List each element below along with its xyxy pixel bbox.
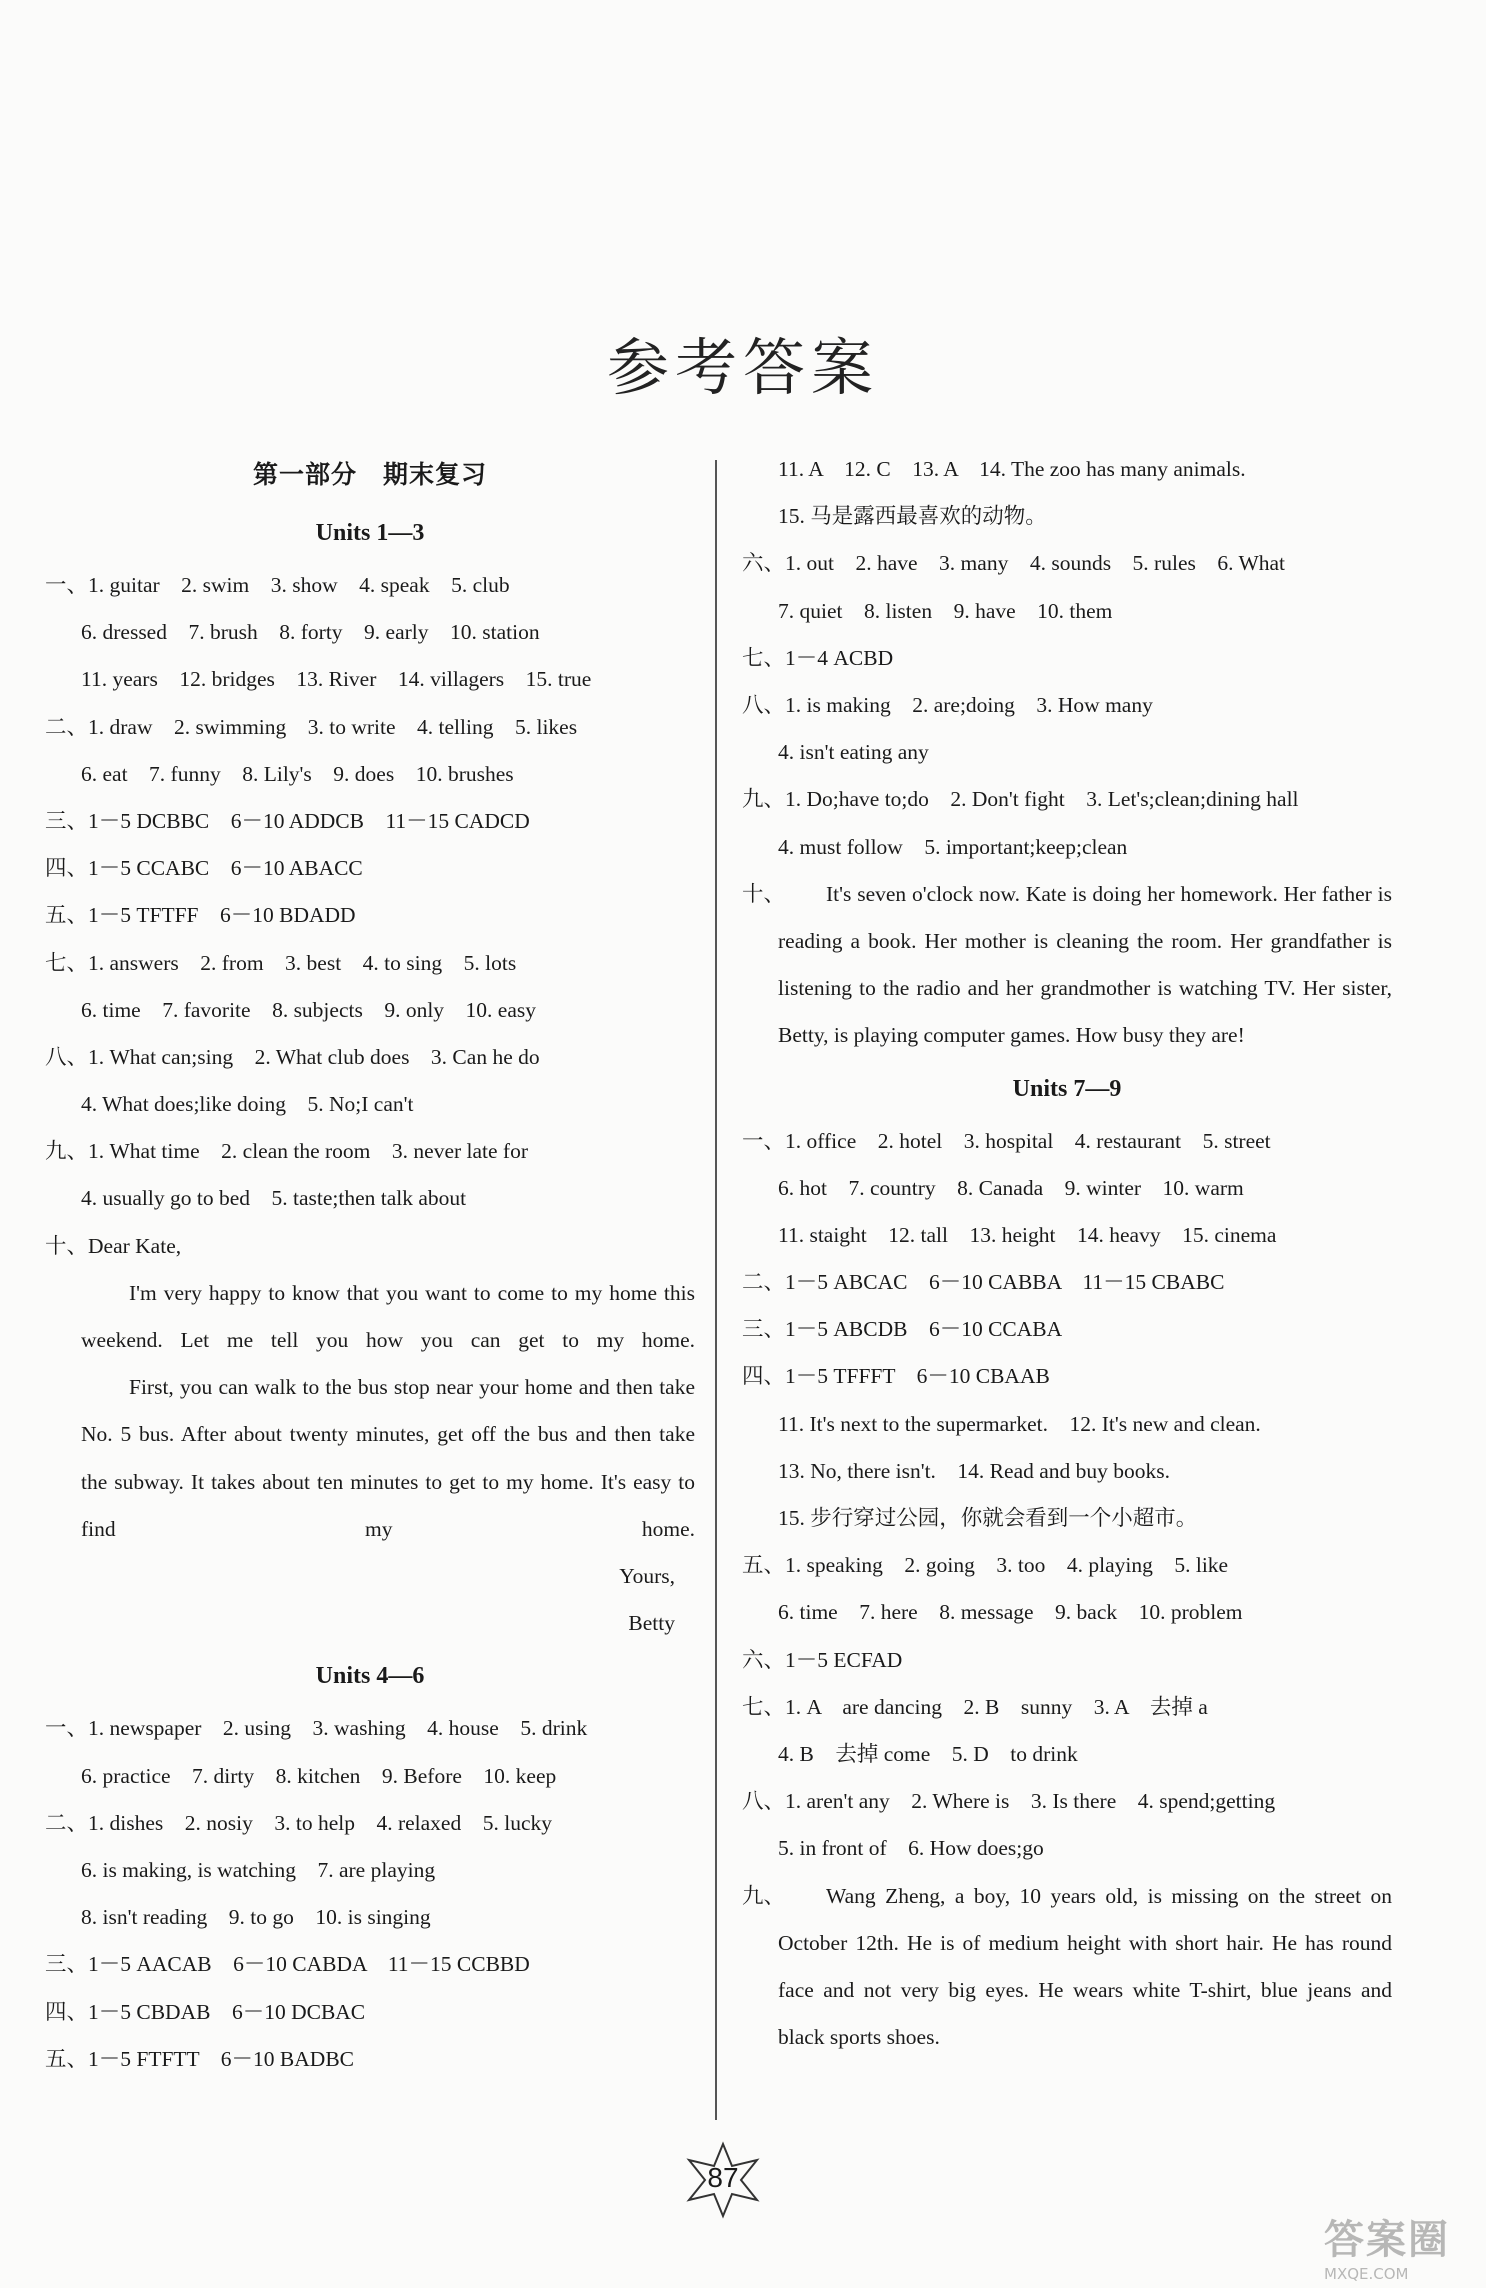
answer-line: 4. isn't eating any: [778, 740, 929, 765]
answer-line: 4. must follow 5. important;keep;clean: [778, 834, 1128, 859]
units-1-3-heading: Units 1—3: [315, 520, 425, 546]
right-column: [742, 446, 1392, 2061]
answer-line: 6. is making, is watching 7. are playing: [81, 1857, 436, 1882]
answer-line: 6. dressed 7. brush 8. forty 9. early 10. station: [81, 620, 540, 645]
answer-line: 四、1－5 CBDAB 6－10 DCBAC: [45, 1999, 366, 2024]
answer-line: 一、1. newspaper 2. using 3. washing 4. house 5. drink: [45, 1716, 588, 1741]
answer-line: 六、1. out 2. have 3. many 4. sounds 5. rules 6. What: [742, 551, 1286, 576]
column-divider: [715, 460, 717, 2120]
answer-line: 七、1－4 ACBD: [742, 645, 894, 670]
answer-line: 五、1. speaking 2. going 3. too 4. playing 5. like: [742, 1553, 1229, 1578]
watermark-main-text: 答案圈: [1324, 2217, 1450, 2263]
answer-line: 七、1. A are dancing 2. B sunny 3. A 去掉 a: [742, 1694, 1208, 1719]
answer-line: 15. 步行穿过公园，你就会看到一个小超市。: [778, 1506, 1198, 1530]
units-4-6-heading: Units 4—6: [315, 1663, 425, 1690]
answer-line: 6. hot 7. country 8. Canada 9. winter 10. warm: [778, 1175, 1244, 1200]
answer-line: 三、1－5 DCBBC 6－10 ADDCB 11－15 CADCD: [45, 808, 530, 833]
answer-line: 二、1. draw 2. swimming 3. to write 4. telling 5. likes: [45, 714, 578, 739]
answer-line: 11. It's next to the supermarket. 12. It's new and clean.: [778, 1411, 1261, 1436]
answer-line: 6. eat 7. funny 8. Lily's 9. does 10. brushes: [81, 761, 514, 786]
answer-line: 11. staight 12. tall 13. height 14. heavy 15. cinema: [778, 1222, 1277, 1247]
answer-line: 5. in front of 6. How does;go: [778, 1836, 1044, 1861]
answer-line: 二、1－5 ABCAC 6－10 CABBA 11－15 CBABC: [742, 1270, 1225, 1295]
page-number: [683, 2140, 763, 2220]
answer-line: 一、1. guitar 2. swim 3. show 4. speak 5. club: [45, 573, 510, 597]
answer-line: 11. A 12. C 13. A 14. The zoo has many animals.: [778, 457, 1246, 481]
page-title: 参考答案: [606, 331, 879, 404]
answer-line: 九、1. Do;have to;do 2. Don't fight 3. Let's;clean;dining hall: [742, 787, 1299, 812]
answer-line: 6. time 7. favorite 8. subjects 9. only 10. easy: [81, 997, 537, 1022]
watermark-logo: [1324, 2208, 1474, 2283]
answer-line: 三、1－5 AACAB 6－10 CABDA 11－15 CCBBD: [45, 1952, 530, 1977]
notice-block: [742, 1873, 1392, 2062]
answer-line: 6. time 7. here 8. message 9. back 10. problem: [778, 1600, 1243, 1625]
answer-line: 九、1. What time 2. clean the room 3. never late for: [45, 1139, 528, 1164]
essay-paragraph: It's seven o'clock now. Kate is doing her homework. Her father is reading a book. Her mother is cleaning the room. Her grandfather is listening to the radio and her grandmother is watching TV. Her sister, Betty, is playing computer games. How busy they are!: [778, 881, 1392, 1048]
answer-line: 11. years 12. bridges 13. River 14. villagers 15. true: [81, 667, 592, 692]
answer-line: 8. isn't reading 9. to go 10. is singing: [81, 1905, 431, 1930]
answer-line: 八、1. aren't any 2. Where is 3. Is there 4. spend;getting: [742, 1789, 1276, 1814]
answer-line: 四、1－5 CCABC 6－10 ABACC: [45, 856, 363, 881]
notice-label: 九、: [742, 1883, 786, 1908]
answer-line: 4. What does;like doing 5. No;I can't: [81, 1092, 414, 1117]
answer-line: 三、1－5 ABCDB 6－10 CCABA: [742, 1317, 1063, 1342]
letter-closing: Yours,: [619, 1564, 675, 1589]
letter-signature: Betty: [628, 1611, 675, 1636]
answer-line: 五、1－5 TFTFF 6－10 BDADD: [45, 903, 356, 928]
answer-line: 4. usually go to bed 5. taste;then talk about: [81, 1186, 467, 1211]
notice-paragraph: Wang Zheng, a boy, 10 years old, is missing on the street on October 12th. He is of medium height with short hair. He has round face and not very big eyes. He wears white T-shirt, blue jeans and black sports shoes.: [778, 1883, 1392, 2050]
answer-line: 13. No, there isn't. 14. Read and buy books.: [778, 1458, 1171, 1483]
left-column: [45, 446, 695, 2083]
answer-line: 15. 马是露西最喜欢的动物。: [778, 504, 1047, 529]
answer-line: 6. practice 7. dirty 8. kitchen 9. Before 10. keep: [81, 1763, 557, 1788]
answer-line: 4. B 去掉 come 5. D to drink: [778, 1741, 1078, 1766]
watermark-sub-text: MXQE.COM: [1324, 2265, 1409, 2283]
answer-line: 六、1－5 ECFAD: [742, 1647, 903, 1672]
answer-line: 七、1. answers 2. from 3. best 4. to sing 5. lots: [45, 950, 517, 975]
answer-line: 八、1. What can;sing 2. What club does 3. Can he do: [45, 1044, 540, 1069]
page-number-text: 87: [707, 2162, 739, 2193]
answer-line: 一、1. office 2. hotel 3. hospital 4. restaurant 5. street: [742, 1128, 1271, 1153]
letter-paragraph: First, you can walk to the bus stop near your home and then take No. 5 bus. After about twenty minutes, get off the bus and then take the subway. It takes about ten minutes to get to my home. It's easy to find my home.: [81, 1375, 695, 1541]
letter-paragraph: I'm very happy to know that you want to come to my home this weekend. Let me tell you how you can get to my home.: [81, 1280, 695, 1353]
answer-line: 四、1－5 TFFFT 6－10 CBAAB: [742, 1364, 1050, 1389]
essay-label: 十、: [742, 881, 786, 906]
answer-line: 十、Dear Kate,: [45, 1233, 182, 1258]
answer-line: 五、1－5 FTFTT 6－10 BADBC: [45, 2046, 355, 2071]
part-heading: 第一部分 期末复习: [252, 460, 487, 489]
units-7-9-heading: Units 7—9: [1012, 1075, 1122, 1102]
answer-line: 二、1. dishes 2. nosiy 3. to help 4. relaxed 5. lucky: [45, 1810, 552, 1835]
answer-line: 7. quiet 8. listen 9. have 10. them: [778, 598, 1113, 623]
essay-block: [742, 871, 1392, 1060]
answer-line: 八、1. is making 2. are;doing 3. How many: [742, 692, 1153, 717]
